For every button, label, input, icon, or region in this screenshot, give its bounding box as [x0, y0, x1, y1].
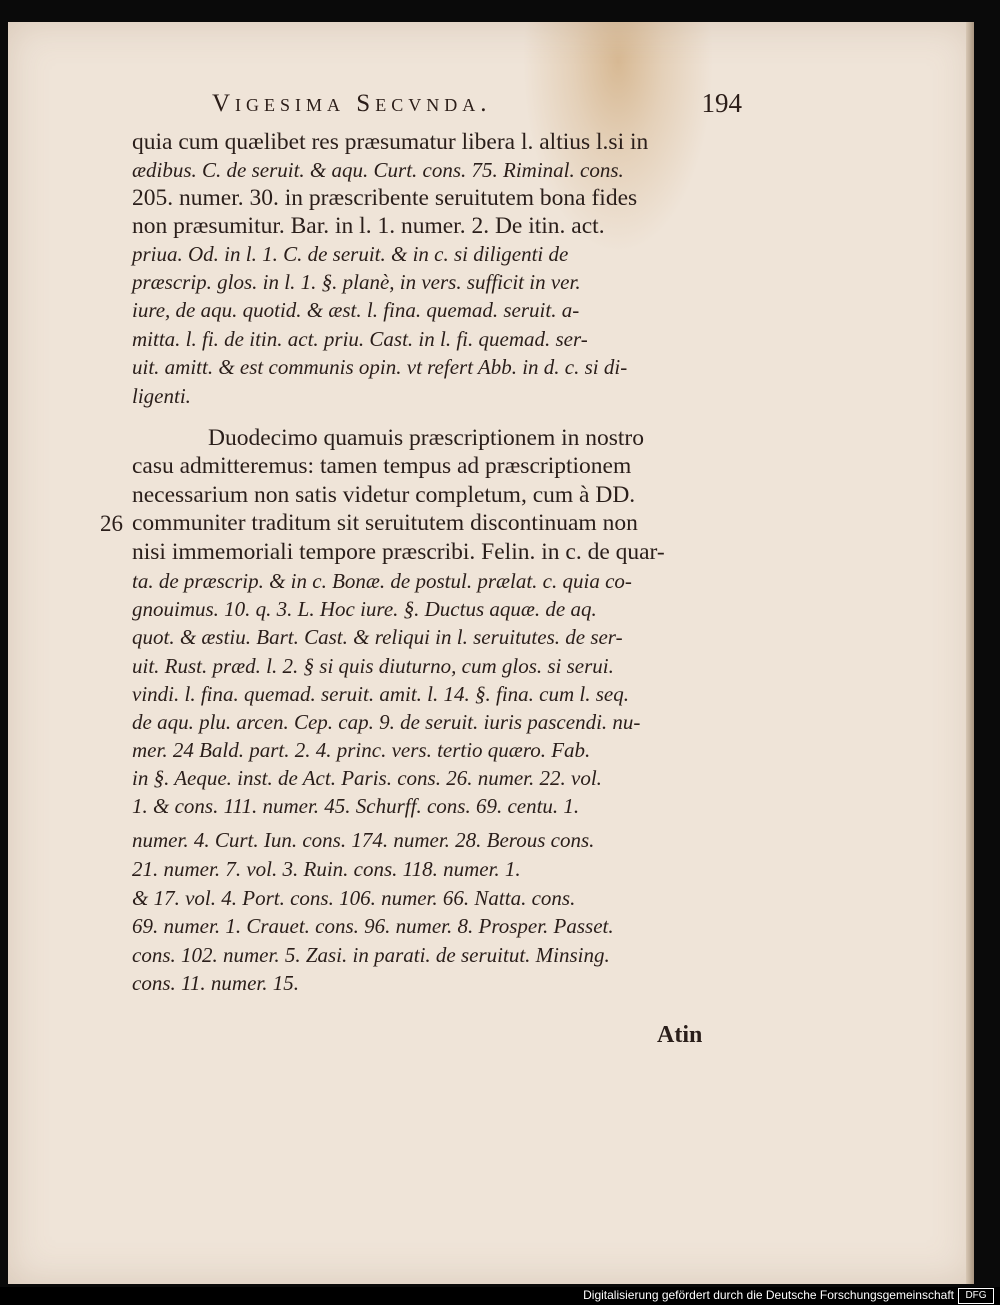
- text-line: mer. 24 Bald. part. 2. 4. princ. vers. tertio quæro. Fab.: [132, 738, 591, 762]
- text-line: uit. amitt. & est communis opin. vt refert Abb. in d. c. si di-: [132, 355, 628, 379]
- text-line: numer. 4. Curt. Iun. cons. 174. numer. 28. Berous cons.: [132, 828, 595, 852]
- text-line: & 17. vol. 4. Port. cons. 106. numer. 66. Natta. cons.: [132, 886, 576, 910]
- text-line: necessarium non satis videtur completum, cum à DD.: [132, 482, 636, 508]
- text-line: iure, de aqu. quotid. & æst. l. fina. quemad. seruit. a-: [132, 298, 580, 322]
- text-line: cons. 11. numer. 15.: [132, 971, 300, 995]
- text-line: priua. Od. in l. 1. C. de seruit. & in c. si diligenti de: [132, 242, 569, 266]
- text-line: nisi immemoriali tempore præscribi. Felin. in c. de quar-: [132, 539, 665, 565]
- page-number: 194: [701, 88, 742, 118]
- text-line: ta. de præscrip. & in c. Bonæ. de postul. prælat. c. quia co-: [132, 569, 632, 593]
- text-line: quia cum quælibet res præsumatur libera l. altius l.si in: [132, 129, 649, 155]
- margin-number: 26: [100, 511, 123, 536]
- text-line: ligenti.: [132, 384, 191, 408]
- footer-credit: Digitalisierung gefördert durch die Deutsche Forschungsgemeinschaft: [583, 1288, 954, 1302]
- text-line: in §. Aeque. inst. de Act. Paris. cons. 26. numer. 22. vol.: [132, 766, 602, 790]
- text-line: communiter traditum sit seruitutem discontinuam non: [132, 510, 638, 536]
- text-line: vindi. l. fina. quemad. seruit. amit. l. 14. §. fina. cum l. seq.: [132, 682, 629, 706]
- text-line: mitta. l. fi. de itin. act. priu. Cast. in l. fi. quemad. ser-: [132, 327, 588, 351]
- text-line: de aqu. plu. arcen. Cep. cap. 9. de seruit. iuris pascendi. nu-: [132, 710, 641, 734]
- text-line: uit. Rust. præd. l. 2. § si quis diuturno, cum glos. si serui.: [132, 654, 614, 678]
- text-line: non præsumitur. Bar. in l. 1. numer. 2. De itin. act.: [132, 213, 605, 239]
- running-title: Vigesima Secvnda.: [212, 90, 492, 117]
- text-line: cons. 102. numer. 5. Zasi. in parati. de seruitut. Minsing.: [132, 943, 610, 967]
- text-line: 1. & cons. 111. numer. 45. Schurff. cons. 69. centu. 1.: [132, 794, 580, 818]
- text-line: casu admitteremus: tamen tempus ad præscriptionem: [132, 453, 632, 479]
- text-line: 205. numer. 30. in præscribente seruitutem bona fides: [132, 185, 638, 211]
- text-line: 69. numer. 1. Crauet. cons. 96. numer. 8. Prosper. Passet.: [132, 914, 614, 938]
- digitization-footer: [0, 1287, 1000, 1305]
- catchword: Atin: [657, 1022, 703, 1048]
- text-line: ædibus. C. de seruit. & aqu. Curt. cons. 75. Riminal. cons.: [132, 158, 624, 182]
- text-line: 21. numer. 7. vol. 3. Ruin. cons. 118. numer. 1.: [132, 857, 521, 881]
- paragraph-first-line: Duodecimo quamuis præscriptionem in nostro: [208, 425, 645, 451]
- dfg-logo: DFG: [958, 1288, 994, 1304]
- running-header: [212, 90, 742, 122]
- text-line: præscrip. glos. in l. 1. §. planè, in vers. sufficit in ver.: [132, 270, 581, 294]
- page-gutter: [966, 22, 974, 1284]
- text-line: quot. & æstiu. Bart. Cast. & reliqui in l. seruitutes. de ser-: [132, 625, 623, 649]
- text-line: gnouimus. 10. q. 3. L. Hoc iure. §. Ductus aquæ. de aq.: [132, 597, 597, 621]
